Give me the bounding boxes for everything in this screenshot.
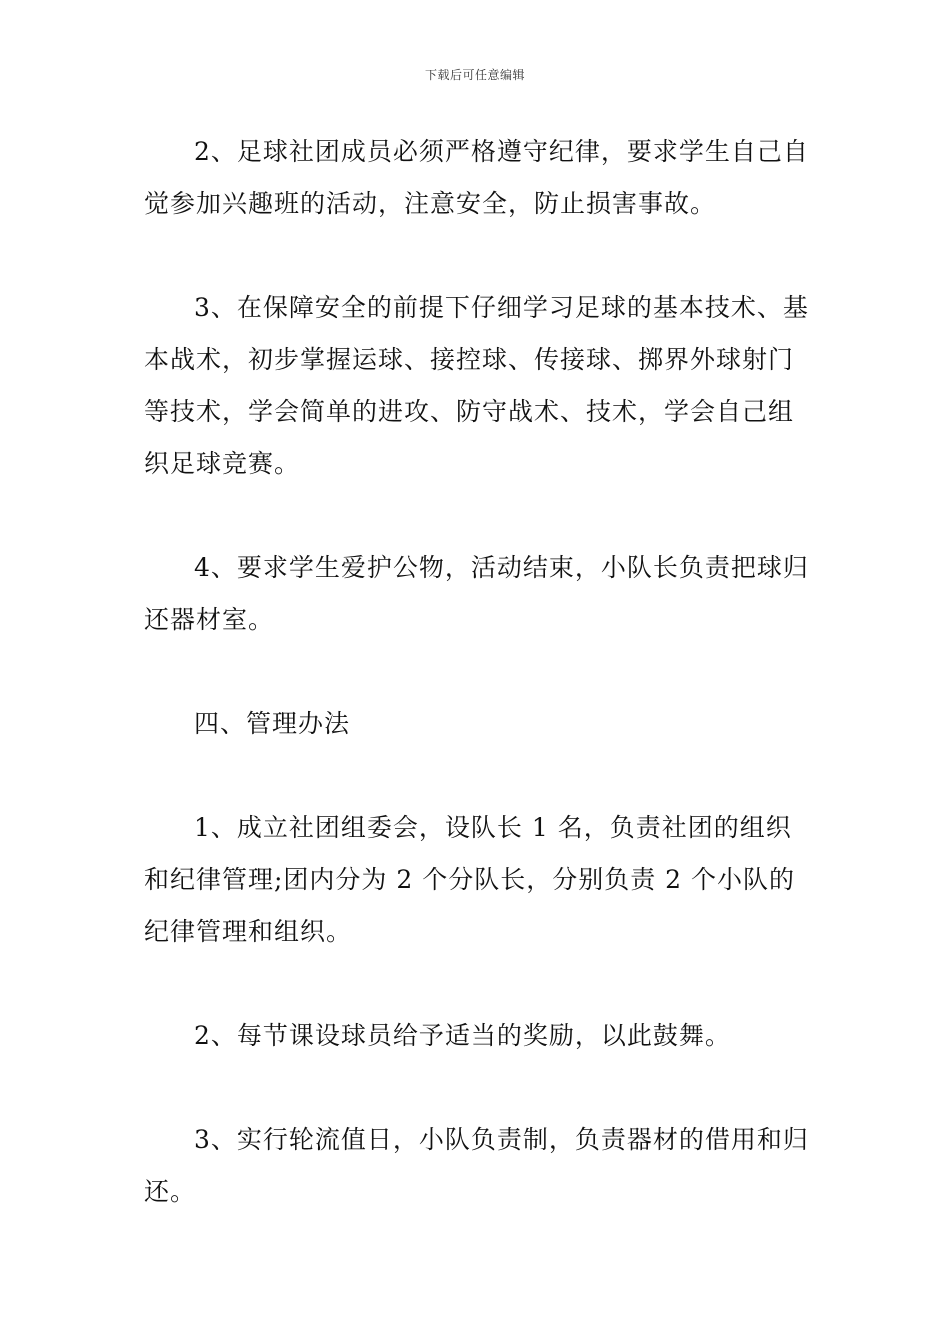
section-heading-management: 四、管理办法 bbox=[194, 709, 351, 738]
paragraph-gap bbox=[144, 490, 812, 542]
header-note: 下载后可任意编辑 bbox=[424, 68, 525, 82]
paragraph-management-3: 3、实行轮流值日，小队负责制，负责器材的借用和归还。 bbox=[144, 1125, 809, 1206]
paragraph-rule-2: 2、足球社团成员必须严格遵守纪律，要求学生自己自觉参加兴趣班的活动，注意安全，防止损害事故。 bbox=[144, 137, 809, 218]
paragraph-management-2: 2、每节课设球员给予适当的奖励，以此鼓舞。 bbox=[194, 1021, 731, 1050]
document-body bbox=[144, 126, 812, 1218]
paragraph-gap bbox=[144, 1062, 812, 1114]
paragraph-gap bbox=[144, 230, 812, 282]
paragraph-gap bbox=[144, 646, 812, 698]
paragraph-rule-3: 3、在保障安全的前提下仔细学习足球的基本技术、基本战术，初步掌握运球、接控球、传接球、掷界外球射门等技术，学会简单的进攻、防守战术、技术，学会自己组织足球竞赛。 bbox=[144, 293, 809, 478]
paragraph-rule-4: 4、要求学生爱护公物，活动结束，小队长负责把球归还器材室。 bbox=[144, 553, 809, 634]
paragraph-gap bbox=[144, 958, 812, 1010]
paragraph-management-1: 1、成立社团组委会，设队长 1 名，负责社团的组织和纪律管理;团内分为 2 个分队长，分别负责 2 个小队的纪律管理和组织。 bbox=[144, 813, 796, 946]
paragraph-gap bbox=[144, 750, 812, 802]
